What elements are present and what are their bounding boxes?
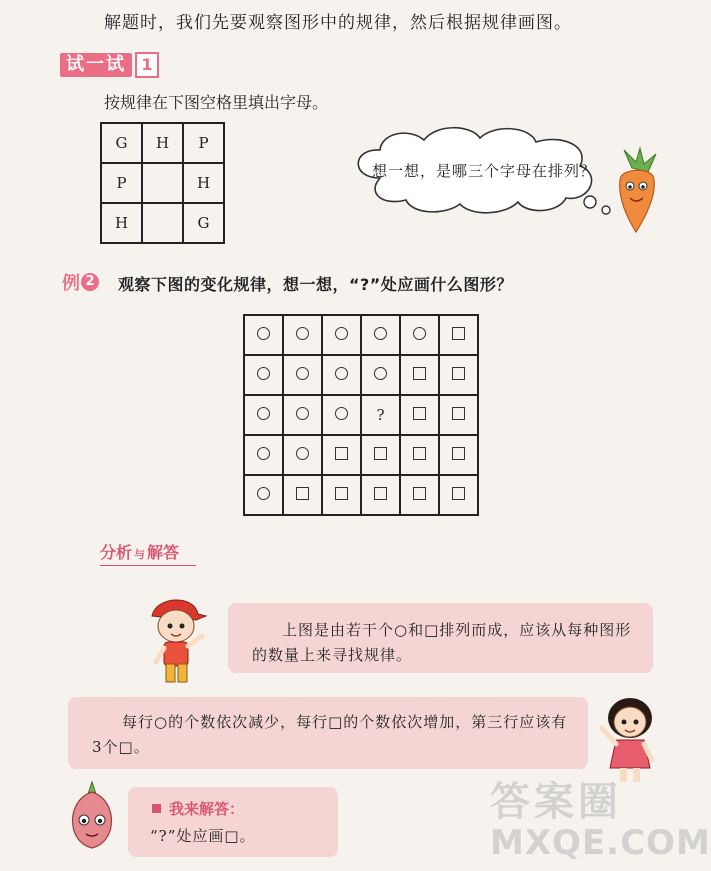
intro-text: 解题时，我们先要观察图形中的规律，然后根据规律画图。 xyxy=(104,13,572,33)
circle-icon xyxy=(257,327,270,340)
letter-grid-row xyxy=(101,163,224,203)
boy-character-icon xyxy=(142,588,212,688)
circle-cell xyxy=(322,315,361,355)
example-badge-number: 2 xyxy=(81,273,99,291)
circle-icon xyxy=(296,447,309,460)
shape-grid xyxy=(243,314,479,516)
try-badge xyxy=(60,52,159,78)
girl-character-icon xyxy=(594,688,668,788)
letter-cell: P xyxy=(101,163,142,203)
letter-cell-blank[interactable] xyxy=(142,203,183,243)
analysis-text-1: 上图是由若干个○和□排列而成，应该从每种图形的数量上来寻找规律。 xyxy=(252,621,632,664)
shape-grid-row xyxy=(244,395,478,435)
circle-cell xyxy=(322,395,361,435)
square-icon xyxy=(296,487,309,500)
circle-icon xyxy=(335,407,348,420)
circle-cell xyxy=(361,355,400,395)
example-question: 观察下图的变化规律，想一想，“?”处应画什么图形？ xyxy=(118,275,513,294)
square-cell xyxy=(322,435,361,475)
square-icon xyxy=(413,447,426,460)
circle-icon xyxy=(374,327,387,340)
square-cell xyxy=(439,355,478,395)
question-cell[interactable]: ? xyxy=(361,395,400,435)
watermark xyxy=(490,780,711,862)
shape-grid-row xyxy=(244,435,478,475)
carrot-character-icon xyxy=(606,146,666,236)
square-icon xyxy=(374,447,387,460)
watermark-line-1: 答案圈 xyxy=(490,779,622,825)
letter-cell: G xyxy=(101,123,142,163)
square-icon xyxy=(413,487,426,500)
letter-grid-row xyxy=(101,123,224,163)
circle-cell xyxy=(400,315,439,355)
square-icon xyxy=(413,367,426,380)
circle-icon xyxy=(296,367,309,380)
analysis-header-mid: 与 xyxy=(134,548,146,561)
circle-icon xyxy=(335,327,348,340)
square-icon xyxy=(452,327,465,340)
square-icon xyxy=(413,407,426,420)
circle-cell xyxy=(283,435,322,475)
circle-cell xyxy=(283,355,322,395)
square-icon xyxy=(452,487,465,500)
try-badge-number: 1 xyxy=(135,52,159,78)
analysis-text-2: 每行○的个数依次减少，每行□的个数依次增加，第三行应该有3个□。 xyxy=(92,713,568,756)
square-cell xyxy=(400,395,439,435)
circle-cell xyxy=(244,395,283,435)
watermark-line-2: MXQE.COM xyxy=(490,823,711,863)
analysis-header xyxy=(100,540,179,563)
shape-grid-row xyxy=(244,315,478,355)
circle-cell xyxy=(361,315,400,355)
shape-grid-row xyxy=(244,475,478,515)
circle-cell xyxy=(283,395,322,435)
circle-icon xyxy=(413,327,426,340)
circle-icon xyxy=(296,327,309,340)
square-cell xyxy=(439,435,478,475)
analysis-underline xyxy=(100,565,196,566)
circle-cell xyxy=(244,355,283,395)
try-badge-text: 试一试 xyxy=(60,53,132,77)
answer-mark-icon xyxy=(152,804,161,813)
onion-character-icon xyxy=(62,780,122,860)
example-badge-char: 例 xyxy=(62,273,80,294)
square-cell xyxy=(439,475,478,515)
shape-grid-row xyxy=(244,355,478,395)
square-icon xyxy=(335,487,348,500)
square-cell xyxy=(400,435,439,475)
circle-cell xyxy=(322,355,361,395)
circle-icon xyxy=(296,407,309,420)
answer-header xyxy=(152,798,244,819)
square-icon xyxy=(452,447,465,460)
square-cell xyxy=(400,355,439,395)
answer-label: 我来解答： xyxy=(169,800,245,818)
square-cell xyxy=(400,475,439,515)
circle-icon xyxy=(257,447,270,460)
circle-icon xyxy=(335,367,348,380)
letter-cell: H xyxy=(183,163,224,203)
circle-icon xyxy=(257,487,270,500)
circle-icon xyxy=(374,367,387,380)
letter-grid xyxy=(100,122,225,244)
circle-cell xyxy=(244,435,283,475)
letter-cell: P xyxy=(183,123,224,163)
circle-cell xyxy=(244,475,283,515)
square-cell xyxy=(322,475,361,515)
square-cell xyxy=(361,475,400,515)
square-icon xyxy=(335,447,348,460)
circle-icon xyxy=(257,367,270,380)
square-icon xyxy=(452,367,465,380)
square-cell xyxy=(283,475,322,515)
try-instruction: 按规律在下图空格里填出字母。 xyxy=(104,93,329,112)
square-cell xyxy=(439,315,478,355)
thought-text: 想一想，是哪三个字母在排列？ xyxy=(372,162,597,180)
letter-grid-row xyxy=(101,203,224,243)
letter-cell-blank[interactable] xyxy=(142,163,183,203)
square-cell xyxy=(439,395,478,435)
square-cell xyxy=(361,435,400,475)
answer-text: “?”处应画□。 xyxy=(150,827,256,845)
analysis-header-a: 分析 xyxy=(100,543,133,562)
square-icon xyxy=(374,487,387,500)
example-badge xyxy=(62,269,99,295)
letter-cell: G xyxy=(183,203,224,243)
letter-cell: H xyxy=(101,203,142,243)
circle-icon xyxy=(257,407,270,420)
letter-cell: H xyxy=(142,123,183,163)
circle-cell xyxy=(244,315,283,355)
analysis-header-b: 解答 xyxy=(147,543,180,562)
circle-cell xyxy=(283,315,322,355)
square-icon xyxy=(452,407,465,420)
